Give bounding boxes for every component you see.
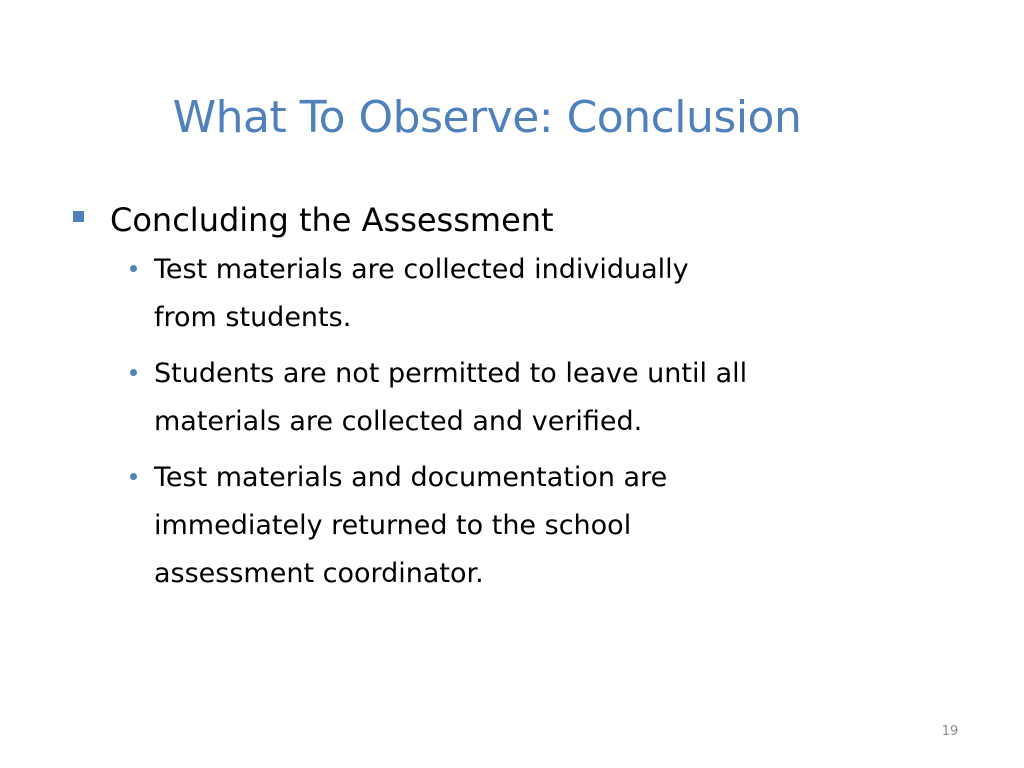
round-bullet-icon — [130, 473, 137, 480]
main-bullet-text: Concluding the Assessment — [110, 201, 554, 239]
sub-bullet-text-line: assessment coordinator. — [154, 558, 484, 589]
sub-bullet-text-line: immediately returned to the school — [154, 510, 632, 541]
sub-bullet-text-line: materials are collected and verified. — [154, 406, 643, 437]
square-bullet-icon — [73, 211, 84, 222]
main-bullet — [72, 196, 892, 244]
sub-bullet-text-line: Test materials and documentation are — [154, 462, 668, 493]
sub-bullet — [128, 454, 834, 598]
sub-bullet — [128, 350, 834, 446]
slide-content — [72, 196, 892, 606]
sub-bullet — [128, 246, 834, 342]
round-bullet-icon — [130, 265, 137, 272]
page-number: 19 — [941, 724, 959, 739]
sub-bullet-list — [72, 246, 892, 598]
sub-bullet-text-line: Test materials are collected individually — [154, 254, 689, 285]
sub-bullet-text-line: from students. — [154, 302, 352, 333]
slide-title: What To Observe: Conclusion — [172, 92, 802, 143]
round-bullet-icon — [130, 369, 137, 376]
sub-bullet-text-line: Students are not permitted to leave until all — [154, 358, 748, 389]
